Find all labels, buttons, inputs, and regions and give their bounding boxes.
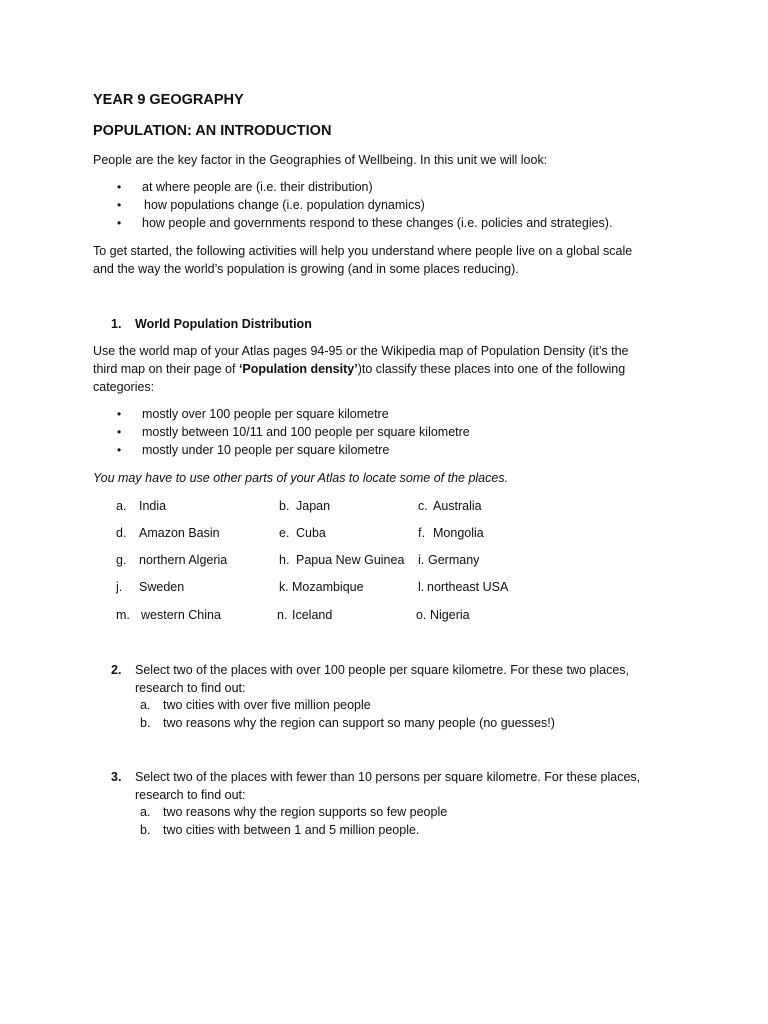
section-2-line-2: research to find out: <box>135 681 246 695</box>
place-name: Sweden <box>139 580 185 594</box>
place-letter: m. <box>116 608 130 622</box>
place-letter: i. <box>418 553 425 567</box>
place-letter: e. <box>279 526 290 540</box>
bullet-icon: • <box>117 180 122 194</box>
place-name: northeast USA <box>427 580 509 594</box>
bullet-icon: • <box>117 216 122 230</box>
section-3-number: 3. <box>111 770 122 784</box>
section-2-number: 2. <box>111 663 122 677</box>
place-letter: l. <box>418 580 425 594</box>
document-title: YEAR 9 GEOGRAPHY <box>93 92 244 108</box>
place-name: Cuba <box>296 526 326 540</box>
place-letter: j. <box>116 580 123 594</box>
place-name: Amazon Basin <box>139 526 220 540</box>
section-1-instruction-line-1: Use the world map of your Atlas pages 94-95 or the Wikipedia map of Population Density (it’s the <box>93 344 629 358</box>
place-name: Mongolia <box>433 526 484 540</box>
places-row <box>0 606 768 624</box>
place-name: Iceland <box>292 608 333 622</box>
section-1-number: 1. <box>111 317 122 331</box>
getting-started-line-1: To get started, the following activities will help you understand where people live on a global scale <box>93 244 633 258</box>
place-name: India <box>139 499 167 513</box>
bullet-icon: • <box>117 198 122 212</box>
bullet-icon: • <box>117 407 122 421</box>
document-subtitle: POPULATION: AN INTRODUCTION <box>93 123 332 139</box>
places-row <box>0 551 768 569</box>
section-1-title: World Population Distribution <box>135 317 312 331</box>
population-density-reference: ‘Population density’ <box>238 362 358 376</box>
section-1-instruction-line-3: categories: <box>93 380 155 394</box>
places-row <box>0 578 768 596</box>
place-name: Mozambique <box>292 580 364 594</box>
intro-paragraph: People are the key factor in the Geographies of Wellbeing. In this unit we will look: <box>93 153 548 167</box>
place-name: Germany <box>428 553 480 567</box>
place-letter: h. <box>279 553 290 567</box>
place-letter: f. <box>418 526 425 540</box>
place-name: Japan <box>296 499 331 513</box>
place-letter: a. <box>116 499 127 513</box>
place-letter: k. <box>279 580 289 594</box>
bullet-icon: • <box>117 443 122 457</box>
section-3-line-1: Select two of the places with fewer than 10 persons per square kilometre. For these places, <box>135 770 641 784</box>
place-letter: d. <box>116 526 127 540</box>
place-name: Nigeria <box>430 608 470 622</box>
bullet-icon: • <box>117 425 122 439</box>
section-3-line-2: research to find out: <box>135 788 246 802</box>
place-letter: n. <box>277 608 288 622</box>
place-letter: o. <box>416 608 427 622</box>
place-letter: b. <box>279 499 290 513</box>
section-2-line-1: Select two of the places with over 100 people per square kilometre. For these two places, <box>135 663 630 677</box>
place-letter: c. <box>418 499 428 513</box>
place-name: Australia <box>433 499 482 513</box>
place-name: western China <box>141 608 221 622</box>
places-row <box>0 524 768 542</box>
section-1-instruction-line-2: third map on their page of ‘Population density’)to classify these places into one of the following <box>93 362 626 376</box>
place-name: Papua New Guinea <box>296 553 405 567</box>
getting-started-line-2: and the way the world’s population is growing (and in some places reducing). <box>93 262 519 276</box>
places-row <box>0 497 768 515</box>
place-letter: g. <box>116 553 127 567</box>
place-name: northern Algeria <box>139 553 228 567</box>
atlas-note: You may have to use other parts of your Atlas to locate some of the places. <box>93 471 509 485</box>
document-page: YEAR 9 GEOGRAPHY POPULATION: AN INTRODUCTION People are the key factor in the Geographies of Wellbeing. In this unit we will look: • at where people are (i.e. their distribution) • how populations change (i.e. population dynamics) • how people and governments respond to these changes (i.e. policies and strategies). To get started, the following activities will help you understand where people live on a global scale and the way the world’s population is growing (and in some places reducing). 1. World Population Distribution Use the world map of your Atlas pages 94-95 or the Wikipedia map of Population Density (it’s the third map on their page of ‘Population density’)to classify these places into one of the following categories: • mostly over 100 people per square kilometre • mostly between 10/11 and 100 people per square kilometre • mostly under 10 people per square kilometre You may have to use other parts of your Atlas to locate some of the places. a. India b. Japan c. Australia d. Amazon Basin e. Cuba f. Mongolia g. northern Algeria h. Papua New Guinea i. Germany j. Sweden k. Mozambique l. northeast USA m. western China n. Iceland o. Nigeria 2. Select two of the places with over 100 people per square kilometre. For these two places, research to find out: a. two cities with over five million people b. two reasons why the region can support so many people (no guesses!) 3. Select two of the places with fewer than 10 persons per square kilometre. For these places, research to find out: a. two reasons why the region supports so few people b. two cities with between 1 and 5 million people. <box>0 0 768 1024</box>
